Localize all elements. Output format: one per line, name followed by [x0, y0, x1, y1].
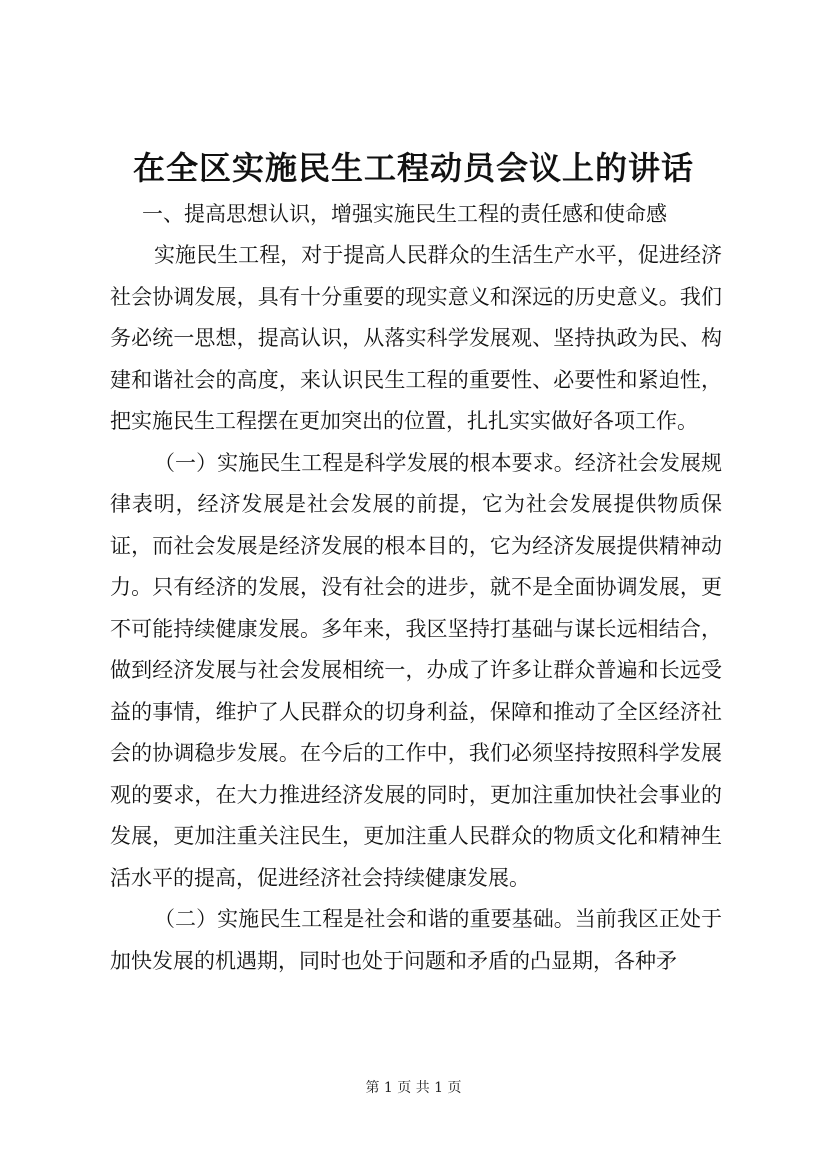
- paragraph-2: （一）实施民生工程是科学发展的根本要求。经济社会发展规律表明，经济发展是社会发展的前提，它为社会发展提供物质保证，而社会发展是经济发展的根本目的，它为经济发展提供精神动力。只有经济的发展，没有社会的进步，就不是全面协调发展，更不可能持续健康发展。多年来，我区坚持打基础与谋长远相结合，做到经济发展与社会发展相统一，办成了许多让群众普遍和长远受益的事情，维护了人民群众的切身利益，保障和推动了全区经济社会的协调稳步发展。在今后的工作中，我们必须坚持按照科学发展观的要求，在大力推进经济发展的同时，更加注重加快社会事业的发展，更加注重关注民生，更加注重人民群众的物质文化和精神生活水平的提高，促进经济社会持续健康发展。: [110, 450, 722, 890]
- document-body: [110, 193, 722, 982]
- section-heading: 一、提高思想认识，增强实施民生工程的责任感和使命感: [142, 202, 667, 226]
- paragraph-1: 实施民生工程，对于提高人民群众的生活生产水平，促进经济社会协调发展，具有十分重要的现实意义和深远的历史意义。我们务必统一思想，提高认识，从落实科学发展观、坚持执政为民、构建和谐社会的高度，来认识民生工程的重要性、必要性和紧迫性，把实施民生工程摆在更加突出的位置，扎扎实实做好各项工作。: [110, 243, 722, 433]
- page-number: 第 1 页 共 1 页: [365, 1080, 462, 1096]
- paragraph-3: （二）实施民生工程是社会和谐的重要基础。当前我区正处于加快发展的机遇期，同时也处于问题和矛盾的凸显期，各种矛: [110, 907, 722, 973]
- document-title: 在全区实施民生工程动员会议上的讲话: [132, 149, 694, 187]
